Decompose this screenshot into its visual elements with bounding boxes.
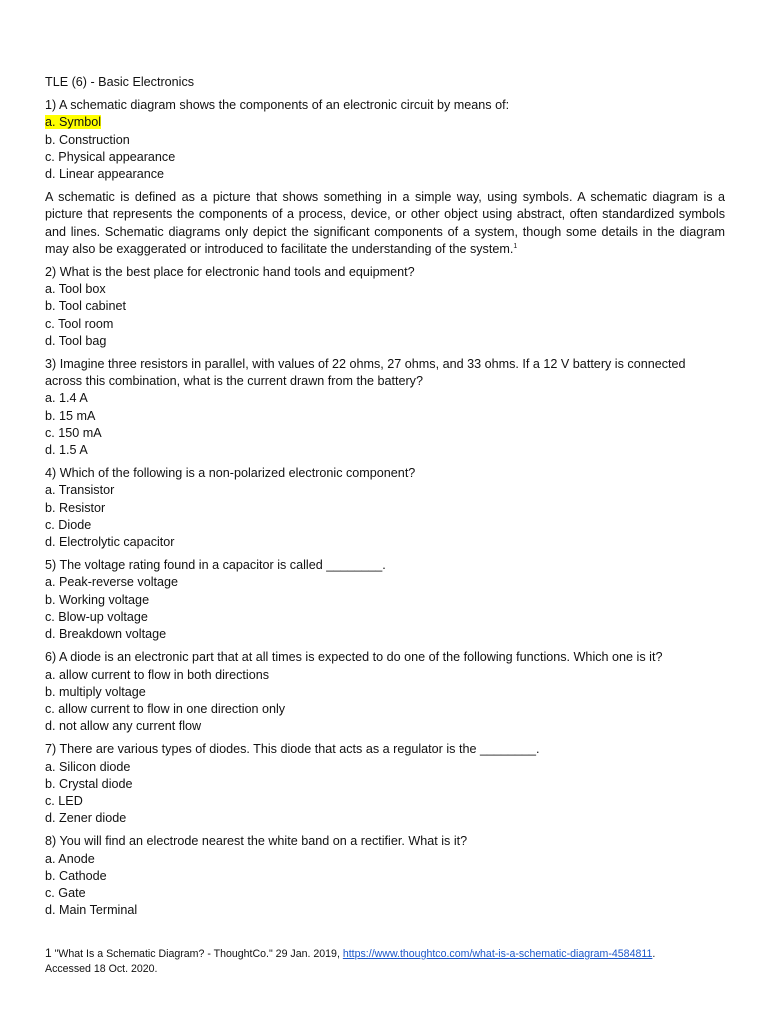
- question-6-option-d: d. not allow any current flow: [45, 719, 202, 734]
- question-1-option-b: b. Construction: [45, 132, 130, 147]
- question-2-option-a: a. Tool box: [45, 282, 106, 297]
- question-7-option-c: c. LED: [45, 793, 83, 808]
- question-4-option-a: a. Transistor: [45, 483, 115, 498]
- question-5: [45, 557, 725, 643]
- question-4-option-c: c. Diode: [45, 517, 92, 532]
- footnote-text: "What Is a Schematic Diagram? - ThoughtCo." 29 Jan. 2019,: [51, 948, 343, 960]
- question-1-option-d: d. Linear appearance: [45, 167, 165, 182]
- footnote-after-link: .: [652, 948, 656, 960]
- document-title: TLE (6) - Basic Electronics: [45, 75, 195, 89]
- explanation-paragraph: [45, 189, 725, 258]
- question-8: [45, 833, 725, 919]
- document-body: [45, 74, 725, 925]
- footnote-link[interactable]: https://www.thoughtco.com/what-is-a-schematic-diagram-4584811: [342, 948, 653, 960]
- question-3-text: 3) Imagine three resistors in parallel, with values of 22 ohms, 27 ohms, and 33 ohms. If a 12 V battery is connected across this combination, what is the current drawn from the battery?: [45, 357, 686, 389]
- question-8-text: 8) You will find an electrode nearest the white band on a rectifier. What is it?: [45, 834, 468, 849]
- question-7-text: 7) There are various types of diodes. This diode that acts as a regulator is the ________.: [45, 742, 540, 757]
- question-6-text: 6) A diode is an electronic part that at all times is expected to do one of the following functions. Which one is it?: [45, 650, 663, 665]
- question-5-option-c: c. Blow-up voltage: [45, 609, 148, 624]
- question-7-option-a: a. Silicon diode: [45, 759, 131, 774]
- footnote-number: 1: [45, 946, 52, 960]
- question-8-option-d: d. Main Terminal: [45, 903, 138, 918]
- footnote-accessed: Accessed 18 Oct. 2020.: [45, 963, 158, 975]
- question-4-option-b: b. Resistor: [45, 500, 106, 515]
- question-6-option-c: c. allow current to flow in one direction only: [45, 701, 286, 716]
- question-3-option-c: c. 150 mA: [45, 425, 102, 440]
- question-5-option-d: d. Breakdown voltage: [45, 627, 167, 642]
- question-5-option-b: b. Working voltage: [45, 592, 150, 607]
- question-5-option-a: a. Peak-reverse voltage: [45, 575, 179, 590]
- question-1-option-c: c. Physical appearance: [45, 149, 176, 164]
- question-3-option-a: a. 1.4 A: [45, 391, 88, 406]
- question-2-option-c: c. Tool room: [45, 316, 114, 331]
- question-4-option-d: d. Electrolytic capacitor: [45, 535, 175, 550]
- question-5-text: 5) The voltage rating found in a capacitor is called ________.: [45, 558, 386, 573]
- question-3-option-b: b. 15 mA: [45, 408, 96, 423]
- question-2-option-d: d. Tool bag: [45, 333, 107, 348]
- question-4: [45, 465, 725, 551]
- footnote: [45, 946, 735, 977]
- question-1: [45, 97, 725, 183]
- question-3-option-d: d. 1.5 A: [45, 443, 88, 458]
- question-2-text: 2) What is the best place for electronic hand tools and equipment?: [45, 265, 415, 280]
- question-6-option-b: b. multiply voltage: [45, 684, 146, 699]
- question-7-option-d: d. Zener diode: [45, 811, 127, 826]
- question-7-option-b: b. Crystal diode: [45, 776, 133, 791]
- question-2-option-b: b. Tool cabinet: [45, 299, 126, 314]
- question-8-option-b: b. Cathode: [45, 868, 107, 883]
- question-6: [45, 649, 725, 735]
- question-8-option-c: c. Gate: [45, 885, 86, 900]
- question-1-option-a: [45, 114, 725, 131]
- question-1-text: 1) A schematic diagram shows the components of an electronic circuit by means of:: [45, 98, 510, 113]
- explanation-text: A schematic is defined as a picture that shows something in a simple way, using symbols. A schematic diagram is a picture that represents the components of a process, device, or other object using abstract, often standardized symbols and lines. Schematic diagrams only depict the significant components of a system, though some details in the diagram may also be exaggerated or introduced to facilitate the understanding of the system.: [45, 190, 725, 256]
- question-7: [45, 741, 725, 827]
- question-3: [45, 356, 725, 459]
- question-2: [45, 264, 725, 350]
- question-6-option-a: a. allow current to flow in both directions: [45, 667, 270, 682]
- question-8-option-a: a. Anode: [45, 851, 95, 866]
- highlighted-answer: a. Symbol: [45, 115, 101, 130]
- footnote-reference[interactable]: 1: [513, 242, 518, 250]
- question-4-text: 4) Which of the following is a non-polarized electronic component?: [45, 466, 416, 481]
